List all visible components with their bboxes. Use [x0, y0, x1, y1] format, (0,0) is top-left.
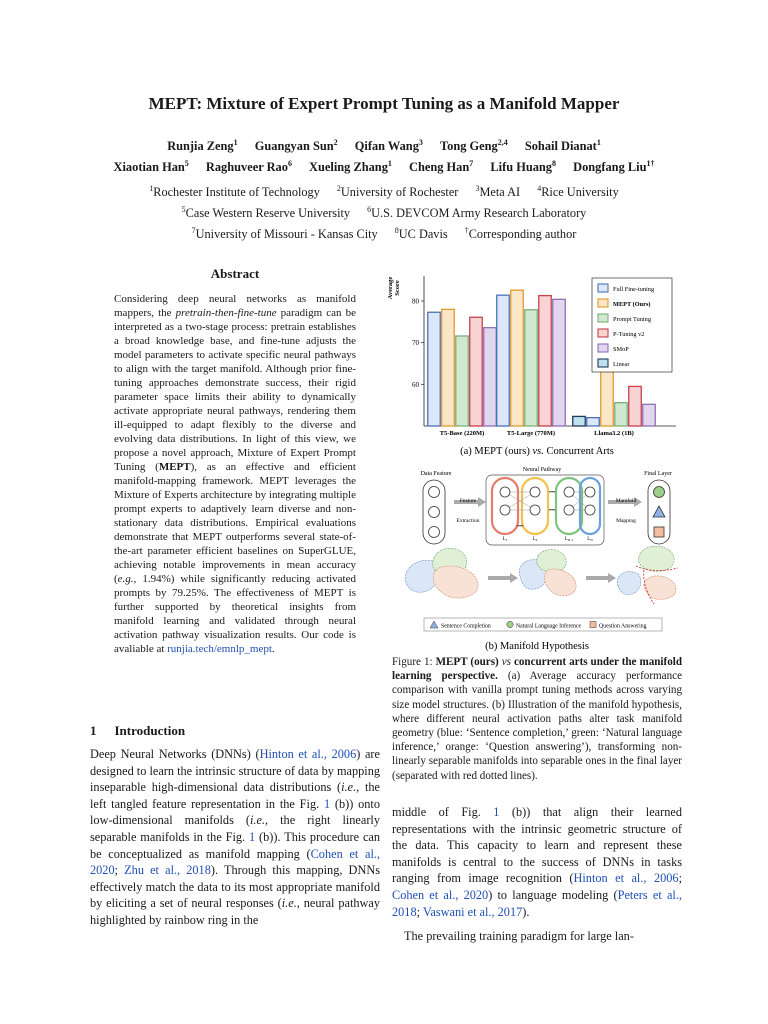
data-feature-node [429, 507, 440, 518]
legend-label: Full Fine-tuning [613, 286, 655, 293]
code-link[interactable]: runjia.tech/emnlp_mept [167, 643, 272, 655]
bar-smop [484, 328, 497, 426]
y-ticks [412, 298, 424, 389]
square-icon [654, 527, 664, 537]
affiliation: $^2$University of Rochester [336, 184, 459, 200]
final-layer-label: Final Layer [644, 471, 672, 477]
bar-full-fine-tuning [497, 295, 510, 426]
affiliation: †Corresponding author [464, 226, 577, 242]
bar-prompt-tuning [456, 336, 469, 426]
manifold-diagram [405, 467, 678, 631]
paper-title: MEPT: Mixture of Expert Prompt Tuning as a Manifold Mapper [148, 94, 620, 113]
figure-caption: Figure 1: MEPT (ours) vs concurrent arts under the manifold learning perspective. (a) Average accuracy performance comparison with vanilla prompt tuning methods across varying size model structures. (b) Illustration of the manifold hypothesis, where different neural activation paths alter task manifold geometry (blue: ‘Sentence completion,’ green: ‘Natural language inference,’ orange: ‘Question answering’), transforming non-linearly separable manifolds into separable ones in the final layer (separated with red dotted lines). [392, 656, 682, 782]
circle-icon [654, 487, 665, 498]
separable-manifold [617, 546, 678, 604]
author: Xueling Zhang$^1$ [309, 159, 392, 175]
arrow-icon [478, 497, 486, 507]
legend-label: Prompt Tuning [613, 316, 651, 323]
neural-pathway-label: Neural Pathway [522, 467, 562, 473]
citation-link[interactable]: Hinton et al., 2006 [259, 747, 357, 761]
intermediate-manifold [519, 550, 576, 596]
legend-item: Sentence Completion [441, 623, 491, 630]
affiliation: $^1$Rochester Institute of Technology [149, 184, 320, 200]
affiliation: $^7$University of Missouri - Kansas City [191, 226, 378, 242]
author: Xiaotian Han$^5$ [113, 159, 189, 175]
bar-full-fine-tuning [587, 418, 600, 426]
x-tick-label: Llama3.2 (1B) [594, 430, 634, 437]
legend-swatch [598, 329, 608, 337]
extraction-label: Extraction [456, 518, 480, 524]
y-axis-label: AverageScore [387, 276, 401, 300]
section-heading-introduction: 1 Introduction [90, 723, 186, 738]
citation-link[interactable]: Cohen et al., 2020 [90, 846, 381, 878]
legend-swatch [598, 284, 608, 292]
citation-link[interactable]: Cohen et al., 2020 [392, 887, 489, 902]
legend-label: P-Tuning v2 [613, 331, 645, 338]
y-tick-label: 80 [412, 297, 419, 306]
svg-text:L1: $L_1$ [502, 537, 508, 542]
affiliation: $^4$Rice University [537, 184, 619, 200]
introduction-body: Deep Neural Networks (DNNs) (Hinton et al., 2006) are designed to learn the intrinsic structure of data by mapping inseparable high-dimensional data distributions (i.e., the left tangled feature representation in the Fig. 1 (b)) onto low-dimensional manifolds (i.e., the right linearly separable manifolds in the Fig. 1 (b)). This procedure can be conceptualized as manifold mapping (Cohen et al., 2020; Zhu et al., 2018). Through this mapping, DNNs effectively match the data to its most appropriate manifold by eliciting a set of neural responses (i.e., neural pathway highlighted by rainbow ring in the [90, 747, 381, 927]
author: Lifu Huang$^8$ [490, 159, 557, 175]
affiliation-row-3 [60, 222, 708, 243]
x-tick-label: T5-Large (770M) [506, 430, 556, 437]
affiliations [60, 180, 708, 243]
bar-linear [573, 416, 586, 426]
bar-prompt-tuning [525, 310, 538, 426]
abstract-heading: Abstract [210, 266, 260, 281]
data-feature-node [429, 527, 440, 538]
arrow-icon [510, 573, 518, 583]
data-feature-node [429, 487, 440, 498]
y-tick-label: 70 [412, 339, 419, 348]
subcaption-b: (b) Manifold Hypothesis [485, 641, 589, 652]
x-tick-label: T5-Base (220M) [439, 430, 485, 437]
legend-item: Question Answering [599, 623, 647, 630]
bar-mept-ours- [601, 370, 614, 426]
bar-mept-ours- [442, 309, 455, 426]
author-list [60, 134, 708, 176]
abstract-body: Considering deep neural networks as manifold mappers, the pretrain-then-fine-tune paradigm can be interpreted as a two-stage process: pretrain establishes a broad knowledge base, and fine-tune adjusts the model parameters to activate specific neural pathways to align with the target manifold. Although prior fine-tuning approaches demonstrate success, their rigid parameter space limits their ability to dynamically activate appropriate neural pathways, rendering them ill-equipped to adapt flexibly to the diverse and evolving data distributions. In light of this view, we propose a novel approach, Mixture of Expert Prompt Tuning (MEPT), as an effective and efficient manifold-mapping framework. MEPT leverages the Mixture of Experts architecture by integrating multiple prompt experts to adaptively learn diverse and non-stationary data distributions. Empirical evaluations demonstrate that MEPT outperforms several state-of-the-art parameter efficient baselines on SuperGLUE, achieving notable improvements in mean accuracy (e.g., 1.94%) while significantly reducing activated prompts by 79.25%. The effectiveness of MEPT is further supported by theoretical insights from manifold learning and validated through neural activation pathway visualization results. Our code is avaliable at runjia.tech/emnlp_mept. [114, 293, 357, 655]
author-row-1 [60, 134, 708, 155]
author: Qifan Wang$^3$ [354, 138, 423, 154]
ellipsis: ••• [548, 490, 556, 496]
author: Dongfang Liu$^{1\dagger}$ [573, 159, 655, 175]
legend-label: Linear [613, 361, 630, 368]
affiliation: $^8$UC Davis [394, 226, 448, 242]
legend-label: SMoP [613, 346, 629, 353]
bar-mept-ours- [511, 290, 524, 426]
affiliation: $^3$Meta AI [475, 184, 521, 200]
chart-legend [592, 278, 672, 372]
author: Guangyan Sun$^2$ [254, 138, 338, 154]
author: Runjia Zeng$^1$ [167, 138, 238, 154]
legend-label: MEPT (Ours) [613, 301, 651, 308]
author: Raghuveer Rao$^6$ [205, 159, 292, 175]
svg-text:L2: $L_2$ [532, 537, 538, 542]
citation-link[interactable]: Peters et al., 2018 [392, 887, 682, 919]
y-tick-label: 60 [412, 380, 419, 389]
mapping-label: Mapping [616, 518, 636, 524]
ellipsis: ••• [516, 524, 524, 530]
author: Tong Geng$^{2,4}$ [440, 138, 508, 154]
figure-ref-link[interactable]: 1 [493, 805, 500, 819]
x-ticks [440, 430, 634, 437]
bar-p-tuning-v2 [539, 296, 552, 426]
figure-1-svg [387, 270, 682, 654]
legend-swatch [598, 314, 608, 322]
bar-smop [553, 299, 566, 426]
square-icon [590, 622, 596, 628]
affiliation-row-1 [60, 180, 708, 201]
citation-link[interactable]: Vaswani et al., 2017 [422, 904, 523, 919]
bar-prompt-tuning [615, 403, 628, 426]
author: Cheng Han$^7$ [409, 159, 474, 175]
tangled-manifold [405, 548, 478, 598]
svg-text:LN: $L_N$ [587, 537, 593, 542]
author-row-2 [60, 155, 708, 176]
right-column-body: middle of Fig. 1 (b)) that align their learned representations with the intrinsic geometric structure of the data. This capacity to learn and represent these manifolds is central to the success of DNNs in tasks ranging from image recognition (Hinton et al., 2006; Cohen et al., 2020) to language modeling (Peters et al., 2018; Vaswani et al., 2017). [392, 805, 682, 919]
bar-chart [387, 276, 676, 437]
svg-text:LN-1: $L_{N-1}$ [564, 537, 574, 542]
bar-p-tuning-v2 [629, 386, 642, 426]
figure-ref-link[interactable]: 1 [249, 829, 256, 844]
author: Sohail Dianat$^1$ [524, 138, 601, 154]
feature-label: Feature [459, 498, 477, 504]
legend-item: Natural Language Inference [516, 623, 582, 630]
affiliation-row-2 [60, 201, 708, 222]
data-feature-label: Data Feature [420, 471, 452, 477]
ellipsis: ••• [548, 508, 556, 514]
right-column-paragraph: The prevailing training paradigm for large lan- [404, 929, 634, 943]
figure-ref-link[interactable]: 1 [323, 796, 331, 811]
subcaption-a: (a) MEPT (ours) vs. Concurrent Arts [460, 446, 614, 457]
figure-1 [387, 270, 682, 654]
bar-p-tuning-v2 [470, 317, 483, 426]
citation-link[interactable]: Hinton et al., 2006 [573, 871, 679, 886]
legend-swatch [598, 299, 608, 307]
manifold-label: Manifold [615, 498, 637, 504]
citation-link[interactable]: Zhu et al., 2018 [124, 863, 211, 878]
circle-icon [507, 621, 513, 627]
bar-smop [643, 404, 656, 426]
bar-full-fine-tuning [428, 312, 441, 426]
legend-swatch [598, 359, 608, 367]
legend-swatch [598, 344, 608, 352]
affiliation: $^6$U.S. DEVCOM Army Research Laboratory [367, 205, 587, 221]
arrow-icon [608, 573, 616, 583]
affiliation: $^5$Case Western Reserve University [181, 205, 351, 221]
